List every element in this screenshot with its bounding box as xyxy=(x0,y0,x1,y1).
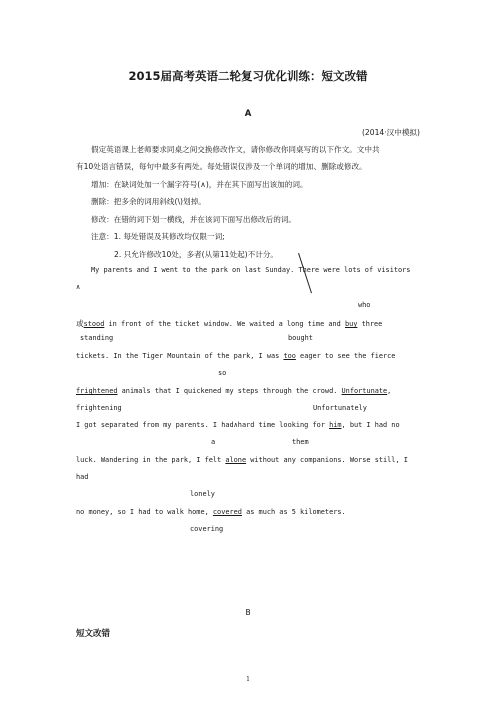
correction-unfortunately: Unfortunately xyxy=(313,404,367,412)
correction-a: a xyxy=(211,438,216,446)
passage-line-3: tickets. In the Tiger Mountain of the park, I was too eager to see the fierce xyxy=(76,352,396,360)
passage-line-1: My parents and I went to the park on last Sunday. There were lots of visitors xyxy=(91,266,411,274)
correction-bought: bought xyxy=(288,334,313,342)
instruction-add: 增加：在缺词处加一个漏字符号(∧)，并在其下面写出该加的词。 xyxy=(91,180,308,189)
error-frightened: frightened xyxy=(76,387,118,395)
correction-who: who xyxy=(358,301,371,309)
instruction-delete: 删除：把多余的词用斜线(\)划掉。 xyxy=(91,197,206,206)
correction-standing: standing xyxy=(80,334,114,342)
instruction-note-2: 2. 只允许修改10处，多者(从第11处起)不计分。 xyxy=(114,250,279,259)
short-heading: 短文改错 xyxy=(76,629,111,639)
instruction-intro-1: 假定英语课上老师要求同桌之间交换修改作文，请你修改你同桌写的以下作文。文中共 xyxy=(91,145,380,154)
error-too: too xyxy=(283,352,296,360)
passage-line-6-wrap: had xyxy=(76,473,89,481)
error-unfortunate: Unfortunate xyxy=(341,387,388,395)
passage-line-2: 或stood in front of the ticket window. We waited a long time and buy three xyxy=(76,319,383,328)
error-stood: stood xyxy=(83,320,105,328)
error-him: him xyxy=(329,421,342,429)
instruction-note-1: 注意：1. 每处错误及其修改均仅限一词; xyxy=(91,232,225,241)
instruction-modify: 修改：在错的词下划一横线，并在该词下面写出修改后的词。 xyxy=(91,215,297,224)
instruction-intro-2: 有10处语言错误，每句中最多有两处。每处错误仅涉及一个单词的增加、删除或修改。 xyxy=(76,162,367,171)
correction-so: so xyxy=(218,369,227,377)
error-covered: covered xyxy=(212,508,242,516)
correction-frightening: frightening xyxy=(76,404,122,412)
section-a-label: A xyxy=(244,109,252,119)
error-buy: buy xyxy=(344,320,358,328)
source-note: (2014·汉中模拟) xyxy=(361,128,420,137)
correction-them: them xyxy=(292,438,309,446)
correction-covering: covering xyxy=(190,525,224,533)
passage-line-6: luck. Wandering in the park, I felt alone without any companions. Worse still, I xyxy=(76,456,408,464)
correction-lonely: lonely xyxy=(190,490,215,498)
passage-line-7: no money, so I had to walk home, covered as much as 5 kilometers. xyxy=(76,508,346,516)
insertion-caret: ∧ xyxy=(76,283,81,291)
passage-line-5: I got separated from my parents. I had∧hard time looking for him, but I had no xyxy=(76,421,400,429)
error-alone: alone xyxy=(225,456,247,464)
section-b-label: B xyxy=(245,608,251,617)
document-title: 2015届高考英语二轮复习优化训练：短文改错 xyxy=(128,69,368,83)
page-number: 1 xyxy=(246,676,250,683)
passage-line-4: frightened animals that I quickened my steps through the crowd. Unfortunate, xyxy=(76,387,392,395)
